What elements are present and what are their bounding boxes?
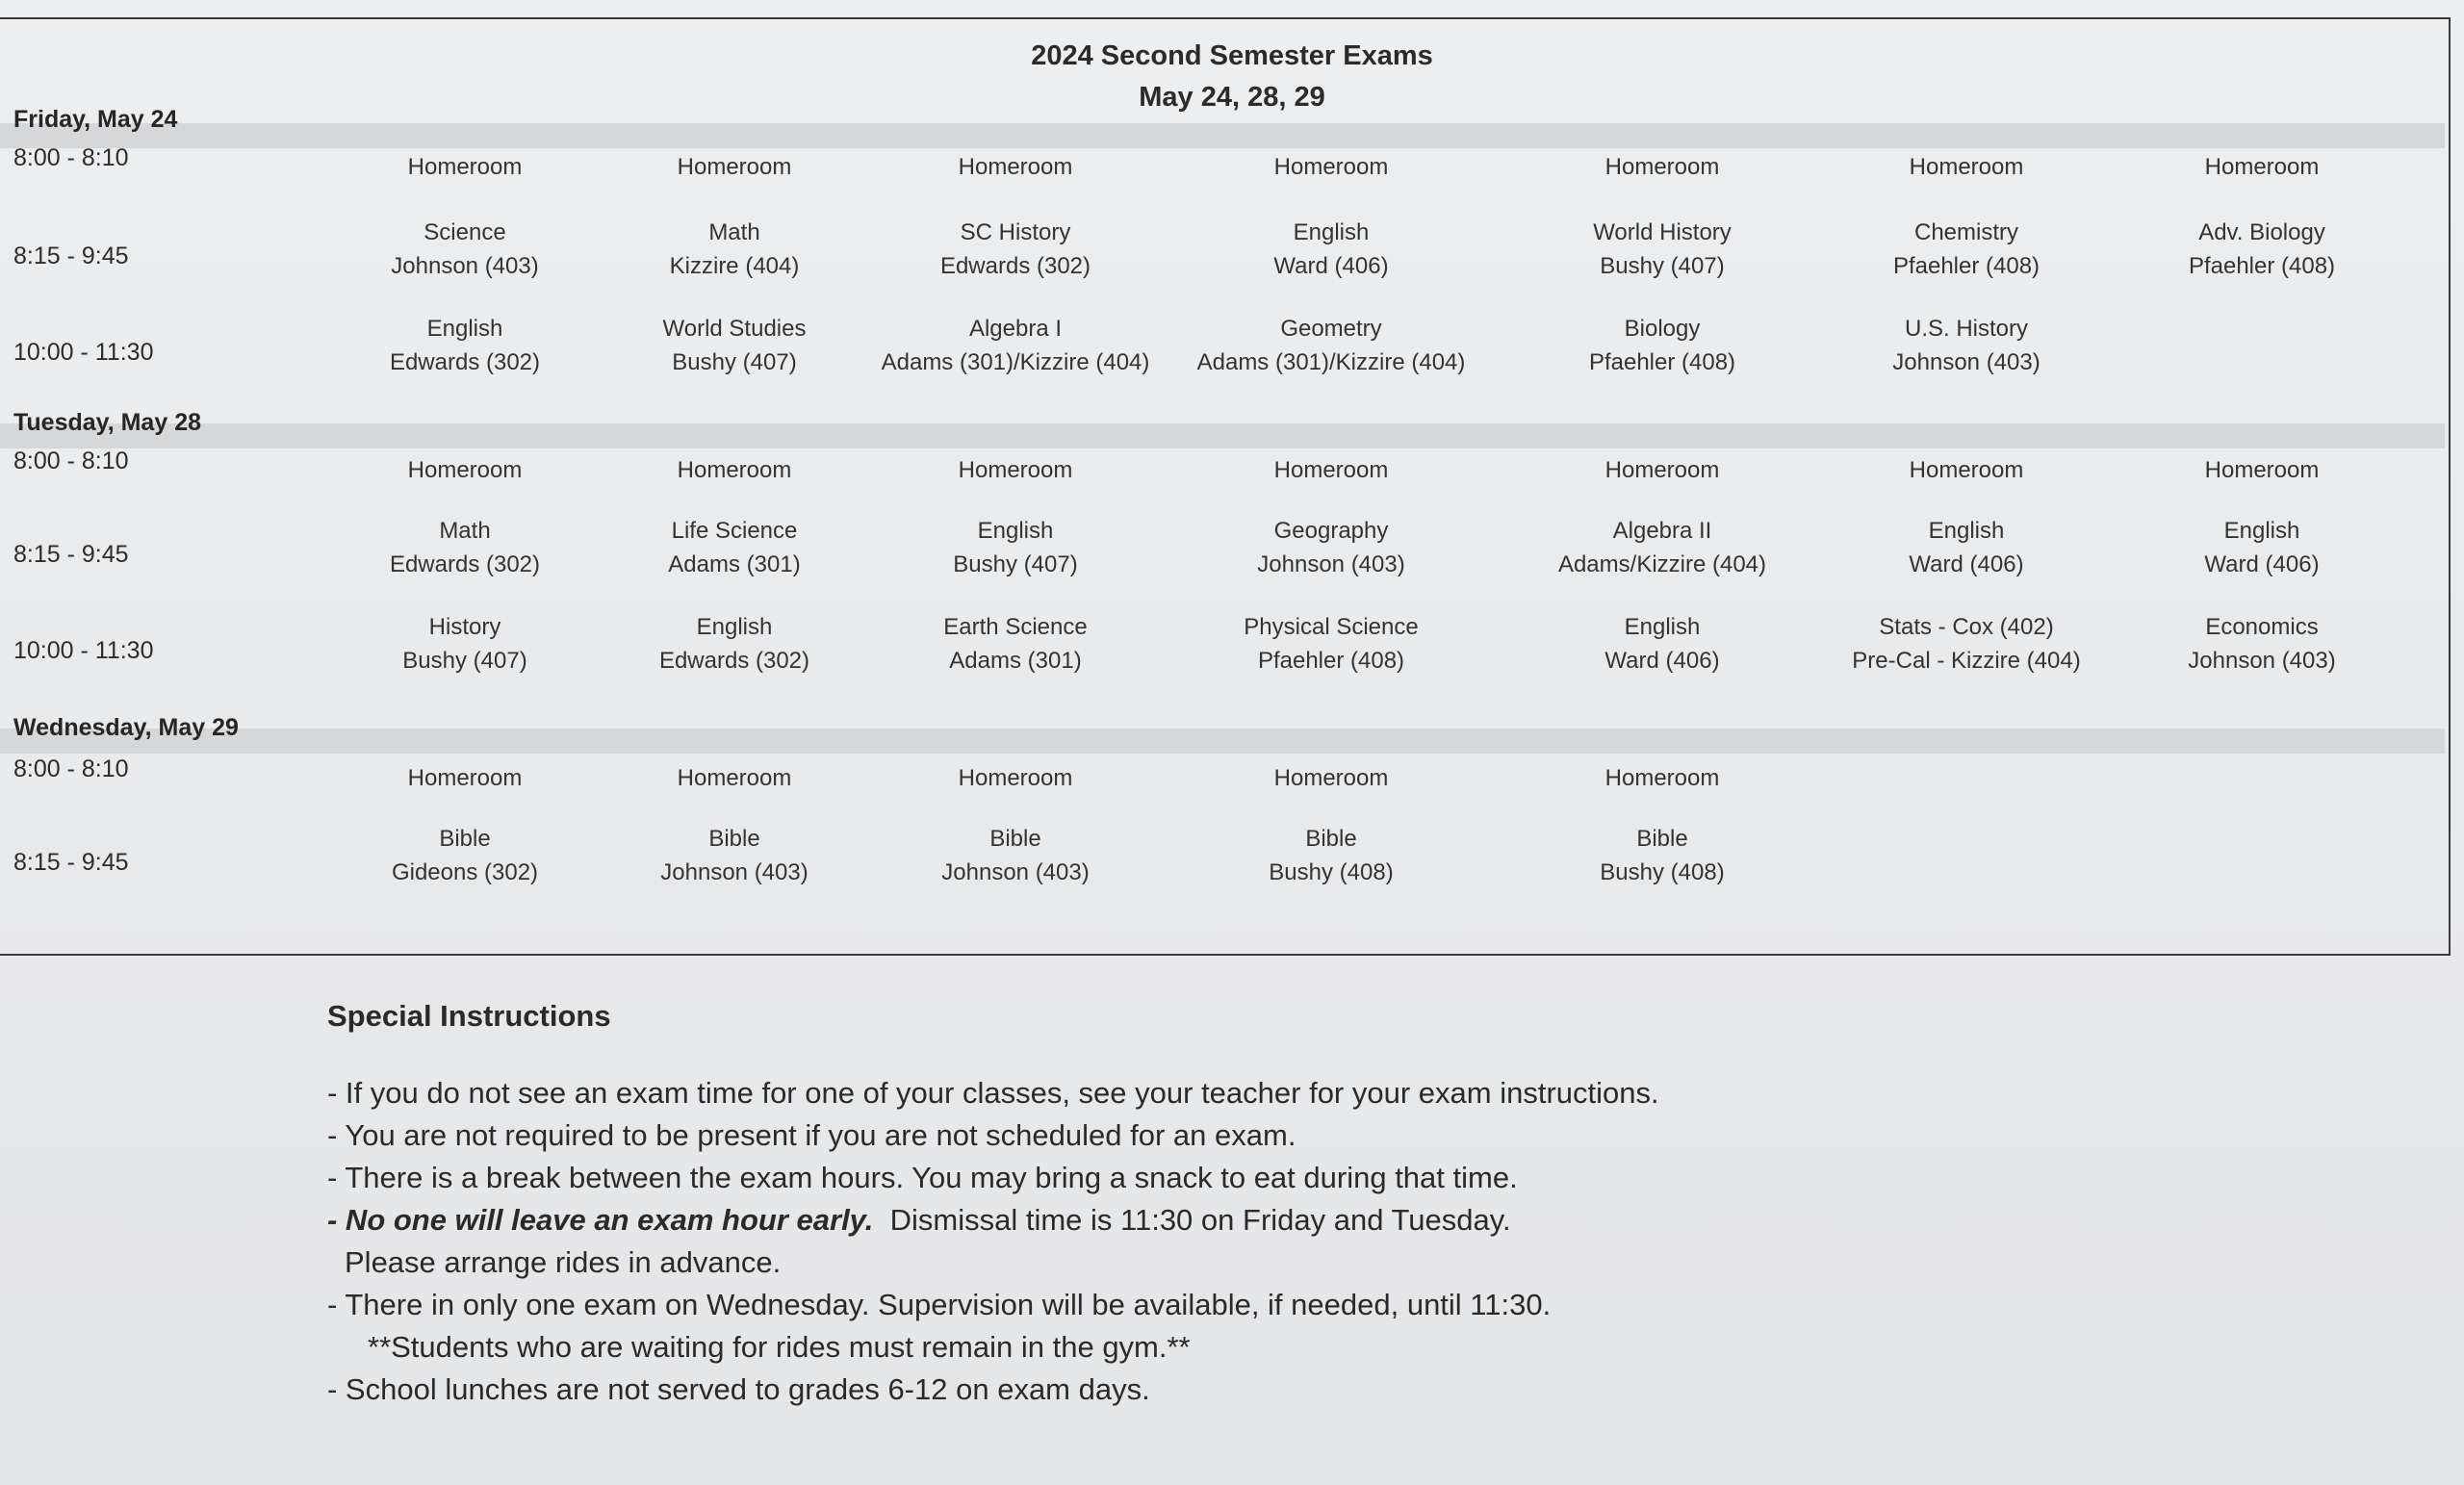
exam-teacher-room: Edwards (302) [939,253,1091,279]
exam-subject: Algebra I [968,316,1063,342]
exam-subject: Physical Science [1244,614,1419,640]
exam-subject: Homeroom [1604,457,1720,483]
exam-subject: Homeroom [1604,765,1720,791]
exam-teacher-room: Adams (301)/Kizzire (404) [881,349,1150,375]
exam-subject: Homeroom [1909,457,2024,483]
exam-teacher-room: Adams (301)/Kizzire (404) [1196,349,1466,375]
exam-teacher-room: Bushy (408) [1269,859,1394,885]
exam-cell [1470,822,1855,889]
exam-teacher-room: Bushy (407) [1600,253,1725,279]
exam-subject: World History [1593,219,1732,245]
exam-subject: Bible [989,826,1041,852]
exam-teacher-room: Adams/Kizzire (404) [1557,551,1767,577]
exam-subject: Earth Science [943,614,1088,640]
exam-cell [2069,610,2454,678]
exam-subject: Bible [439,826,491,852]
exam-subject: Homeroom [407,154,523,180]
day-label: Wednesday, May 29 [13,714,239,741]
exam-subject: Bible [1305,826,1357,852]
exam-cell [1139,610,1524,678]
exam-subject: Homeroom [1273,765,1389,791]
exam-subject: Math [439,518,491,544]
exam-teacher-room: Pfaehler (408) [2188,253,2336,279]
exam-cell [2069,453,2454,487]
exam-teacher-room: Ward (406) [1273,253,1389,279]
exam-subject: Homeroom [1273,457,1389,483]
exam-subject: History [428,614,501,640]
exam-teacher-room: Adams (301) [949,648,1082,674]
exam-teacher-room: Johnson (403) [660,859,808,885]
time-slot-label: 8:00 - 8:10 [13,755,129,782]
exam-subject: World Studies [662,316,807,342]
exam-subject: Homeroom [1909,154,2024,180]
exam-teacher-room: Johnson (403) [391,253,539,279]
day-band [0,423,2445,448]
exam-cell [2069,514,2454,581]
day-band [0,123,2445,148]
exam-subject: Homeroom [407,765,523,791]
exam-subject: Life Science [671,518,798,544]
exam-teacher-room: Bushy (407) [402,648,527,674]
exam-subject: Economics [2205,614,2319,640]
exam-subject: Homeroom [677,765,792,791]
exam-subject: Algebra II [1612,518,1712,544]
instruction-line [327,1199,2156,1242]
exam-subject: English [1624,614,1701,640]
exam-teacher-room: Pfaehler (408) [1892,253,2040,279]
exam-teacher-room: Johnson (403) [941,859,1090,885]
schedule-dates: May 24, 28, 29 [1139,82,1325,113]
exam-teacher-room: Bushy (408) [1600,859,1725,885]
exam-subject: Science [424,219,506,245]
instruction-line: Please arrange rides in advance. [345,1245,782,1279]
exam-teacher-room: Pfaehler (408) [1257,648,1405,674]
day-label: Tuesday, May 28 [13,409,201,436]
time-slot-label: 8:15 - 9:45 [13,849,129,876]
special-instructions [327,999,2156,1411]
exam-teacher-room: Edwards (302) [389,349,541,375]
exam-subject: SC History [960,219,1071,245]
exam-teacher-room: Adams (301) [668,551,801,577]
exam-cell [1139,216,1524,283]
exam-subject: Geometry [1280,316,1382,342]
exam-cell [1139,514,1524,581]
exam-subject: English [977,518,1054,544]
exam-subject: Stats - Cox (402) [1879,614,2054,640]
time-slot-label: 8:15 - 9:45 [13,243,129,269]
exam-subject: English [696,614,773,640]
exam-teacher-room: Johnson (403) [1892,349,2040,375]
exam-subject: U.S. History [1904,316,2028,342]
time-slot-label: 10:00 - 11:30 [13,637,154,664]
exam-teacher-room: Ward (406) [2204,551,2320,577]
exam-subject: Homeroom [2204,457,2320,483]
exam-teacher-room: Pfaehler (408) [1588,349,1736,375]
exam-subject: English [1293,219,1370,245]
exam-subject: Homeroom [958,154,1073,180]
exam-subject: Bible [1636,826,1688,852]
instruction-emphasis: - No one will leave an exam hour early. [327,1203,874,1237]
instruction-line: - If you do not see an exam time for one of your classes, see your teacher for your exam instructions. [327,1076,1659,1110]
exam-subject: Biology [1624,316,1701,342]
exam-cell [2069,150,2454,184]
day-band [0,729,2445,754]
exam-subject: Bible [708,826,760,852]
exam-teacher-room: Edwards (302) [658,648,810,674]
instruction-text: Dismissal time is 11:30 on Friday and Tuesday. [889,1203,1511,1237]
exam-subject: English [1928,518,2005,544]
exam-cell [1139,822,1524,889]
exam-cell [1139,150,1524,184]
time-slot-label: 10:00 - 11:30 [13,339,154,366]
instruction-line: - There in only one exam on Wednesday. Supervision will be available, if needed, until 11:30. [327,1288,1552,1321]
schedule-title: 2024 Second Semester Exams [1031,40,1433,71]
exam-teacher-room: Bushy (407) [953,551,1078,577]
exam-subject: Chemistry [1913,219,2018,245]
exam-subject: Geography [1273,518,1389,544]
exam-subject: Homeroom [677,154,792,180]
instruction-line: **Students who are waiting for rides must remain in the gym.** [368,1330,1191,1364]
exam-subject: Homeroom [1273,154,1389,180]
exam-subject: English [2223,518,2300,544]
exam-subject: Homeroom [1604,154,1720,180]
exam-subject: Math [708,219,760,245]
exam-teacher-room: Ward (406) [1909,551,2024,577]
time-slot-label: 8:00 - 8:10 [13,144,129,171]
exam-cell [1139,312,1524,379]
exam-subject: Homeroom [958,765,1073,791]
exam-subject: Adv. Biology [2198,219,2325,245]
exam-subject: Homeroom [958,457,1073,483]
exam-teacher-room: Edwards (302) [389,551,541,577]
day-label: Friday, May 24 [13,106,178,133]
time-slot-label: 8:15 - 9:45 [13,541,129,568]
instructions-heading: Special Instructions [327,999,611,1033]
exam-cell [1470,761,1855,795]
instruction-line: - You are not required to be present if you are not scheduled for an exam. [327,1118,1296,1152]
exam-subject: Homeroom [2204,154,2320,180]
exam-subject: English [426,316,503,342]
exam-teacher-room: Johnson (403) [1257,551,1405,577]
exam-subject: Homeroom [677,457,792,483]
exam-teacher-room: Gideons (302) [391,859,539,885]
exam-teacher-room: Pre-Cal - Kizzire (404) [1852,648,2081,674]
time-slot-label: 8:00 - 8:10 [13,448,129,474]
exam-cell [1774,312,2159,379]
exam-teacher-room: Kizzire (404) [669,253,800,279]
exam-subject: Homeroom [407,457,523,483]
exam-teacher-room: Ward (406) [1604,648,1720,674]
exam-cell [1139,761,1524,795]
exam-cell [1139,453,1524,487]
instruction-line: - School lunches are not served to grades 6-12 on exam days. [327,1372,1150,1406]
exam-teacher-room: Johnson (403) [2188,648,2336,674]
exam-teacher-room: Bushy (407) [672,349,797,375]
instruction-line: - There is a break between the exam hours. You may bring a snack to eat during that time. [327,1161,1518,1194]
exam-cell [2069,216,2454,283]
